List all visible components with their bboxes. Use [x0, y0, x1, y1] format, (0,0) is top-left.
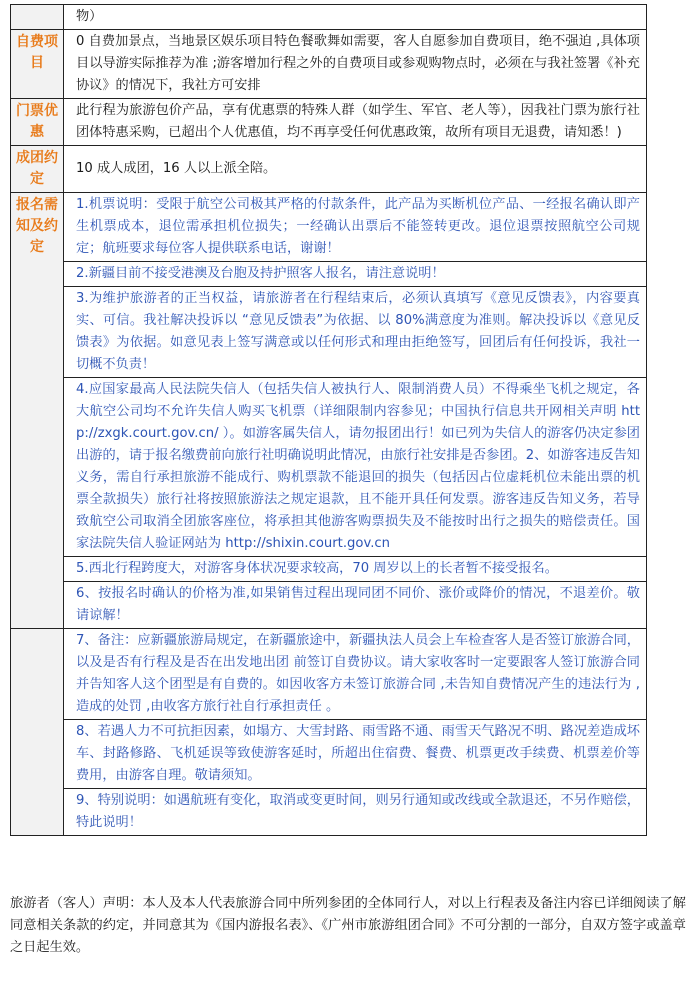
table-row — [11, 99, 647, 146]
group-text: 10 成人成团，16 人以上派全陪。 — [64, 146, 647, 193]
extra-item-8: 8、若遇人力不可抗拒因素，如塌方、大雪封路、雨雪路不通、雨雪天气路况不明、路况差造成坏车、封路修路、飞机延误等致使游客延时，所超出住宿费、餐费、机票更改手续费、机票差价等费用，由游客自理。敬请须知。 — [64, 720, 647, 789]
row-label-group: 成团约定 — [11, 146, 64, 193]
tourist-declaration: 旅游者（客人）声明：本人及本人代表旅游合同中所列参团的全体同行人，对以上行程表及备注内容已详细阅读了解同意相关条款的约定，并同意其为《国内游报名表》、《广州市旅游组团合同》不可分割的一部分，自双方签字或盖章之日起生效。 — [10, 896, 686, 955]
ticket-text: 此行程为旅游包价产品，享有优惠票的特殊人群（如学生、军官、老人等），因我社门票为旅行社团体特惠采购，已超出个人优惠值，均不再享受任何优惠政策，故所有项目无退费，请知悉！) — [64, 99, 647, 146]
row-label-ticket: 门票优惠 — [11, 99, 64, 146]
table-row — [11, 629, 647, 720]
table-row — [11, 146, 647, 193]
table-row — [11, 582, 647, 629]
itinerary-notes-table — [10, 4, 647, 836]
extra-item-7: 7、备注：应新疆旅游局规定，在新疆旅途中，新疆执法人员会上车检查客人是否签订旅游合同，以及是否有行程及是否在出发地出团 前签订自费协议。请大家收客时一定要跟客人签订旅游合同并告知客人这个团型是有自费的。如因收客方未签订旅游合同 ,未告知自费情况产生的违法行为 ,造成的处罚 ,由收客方旅行社自行承担责任 。 — [64, 629, 647, 720]
table-row — [11, 789, 647, 836]
table-row — [11, 378, 647, 557]
table-row — [11, 262, 647, 287]
self-pay-text: 0 自费加景点，当地景区娱乐项目特色餐歌舞如需要，客人自愿参加自费项目，绝不强迫 ,具体项目以导游实际推荐为准 ;游客增加行程之外的自费项目或参观购物点时，必须在与我社签署《补充协议》的情况下，我社方可安排 — [64, 30, 647, 99]
continued-text: 物） — [64, 5, 647, 30]
notice-item-3: 3.为维护旅游者的正当权益，请旅游者在行程结束后，必须认真填写《意见反馈表》，内容要真实、可信。我社解决投诉以 “意见反馈表”为依据、以 80%满意度为准则。解决投诉以《意见反馈表》为依据。如意见表上签写满意或以任何形式和理由拒绝签写，回团后有任何投诉，我社一切概不负责！ — [64, 287, 647, 378]
extra-item-9: 9、特别说明：如遇航班有变化，取消或变更时间，则另行通知或改线或全款退还，不另作赔偿，特此说明！ — [64, 789, 647, 836]
notice-item-6: 6、按报名时确认的价格为准,如果销售过程出现同团不同价、涨价或降价的情况，不退差价。敬请谅解！ — [64, 582, 647, 629]
table-row — [11, 193, 647, 262]
row-label-self-pay: 自费项目 — [11, 30, 64, 99]
row-label-empty-bottom — [11, 629, 64, 836]
row-label-notice: 报名需知及约定 — [11, 193, 64, 629]
row-label-empty — [11, 5, 64, 30]
table-row — [11, 287, 647, 378]
table-row — [11, 30, 647, 99]
table-row — [11, 720, 647, 789]
notice-item-4: 4.应国家最高人民法院失信人（包括失信人被执行人、限制消费人员）不得乘坐飞机之规定，各大航空公司均不允许失信人购买飞机票（详细限制内容参见；中国执行信息共开网相关声明 http://zxgk.court.gov.cn/ ）。如游客属失信人，请勿报团出行！如已列为失信人的游客仍决定参团出游的，请于报名缴费前向旅行社明确说明此情况，由旅行社安排是否参团。2、如游客违反告知义务，需自行承担旅游不能成行、购机票款不能退回的损失（包括因占位虚耗机位未能出票的机票全款损失）旅行社将按照旅游法之规定退款，且不能开具任何发票。游客违反告知义务，若导致航空公司取消全团旅客座位，将承担其他游客购票损失及不能按时出行之损失的赔偿责任。国家法院失信人验证网站为 http://shixin.court.gov.cn — [64, 378, 647, 557]
table-row — [11, 5, 647, 30]
notice-item-1: 1.机票说明：受限于航空公司极其严格的付款条件，此产品为买断机位产品、一经报名确认即产生机票成本，退位需承担机位损失；一经确认出票后不能签转更改。退位退票按照航空公司规定；航班要求每位客人提供联系电话，谢谢！ — [64, 193, 647, 262]
table-row — [11, 557, 647, 582]
notice-item-5: 5.西北行程跨度大，对游客身体状况要求较高，70 周岁以上的长者暂不接受报名。 — [64, 557, 647, 582]
notice-item-2: 2.新疆目前不接受港澳及台胞及持护照客人报名，请注意说明！ — [64, 262, 647, 287]
